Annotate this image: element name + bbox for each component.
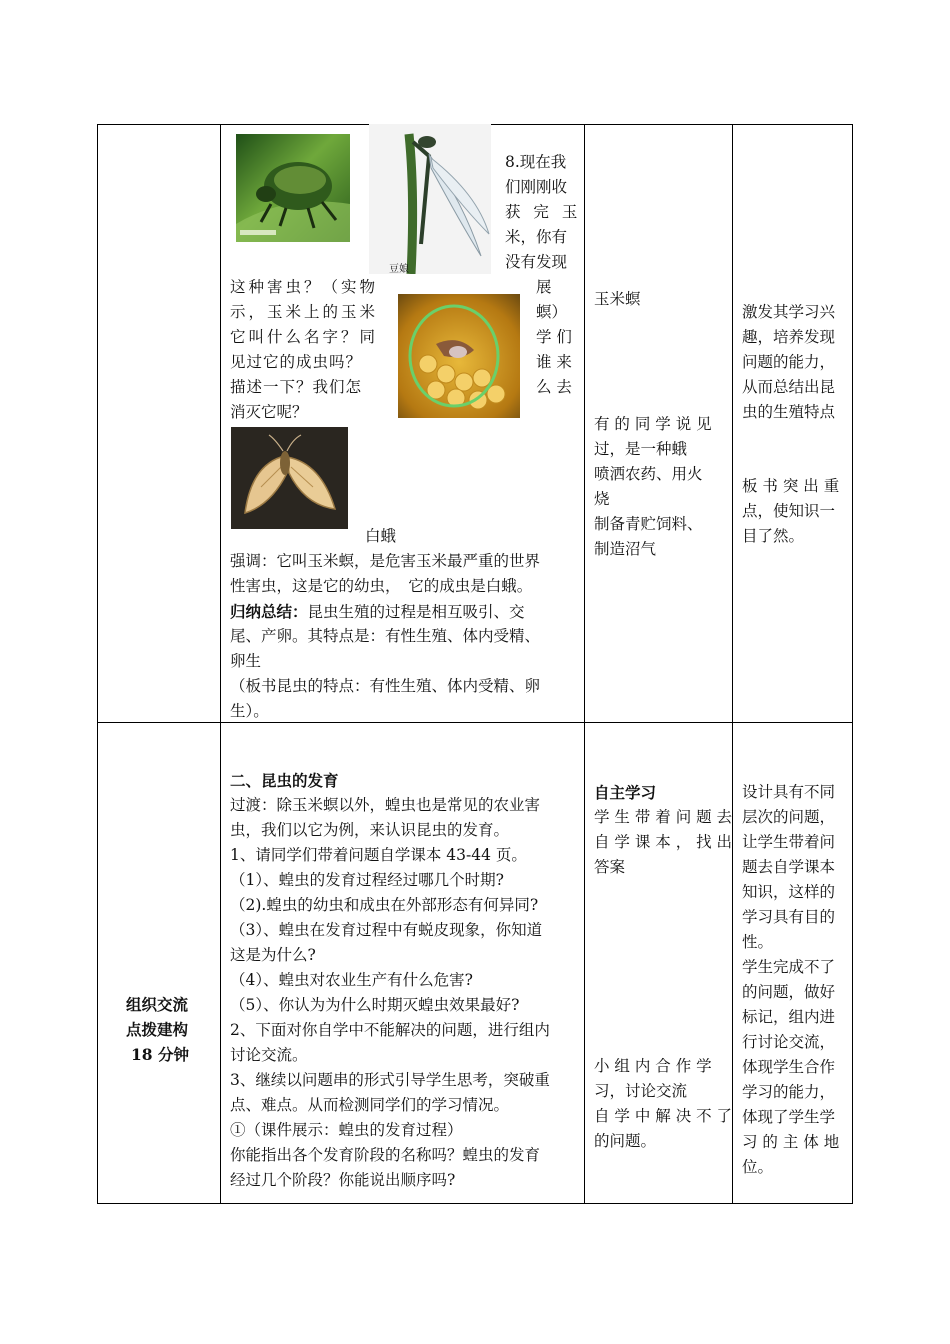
activity-heading: 自主学习: [594, 783, 657, 802]
text-line: 虫的生殖特点: [742, 403, 836, 421]
text-line: （2).蝗虫的幼虫和成虫在外部形态有何异同?: [230, 896, 539, 914]
text-line: 性害虫，这是它的幼虫， 它的成虫是白蛾。: [230, 577, 533, 595]
text-line: ①（课件展示：蝗虫的发育过程）: [230, 1121, 463, 1139]
text-line: 你能指出各个发育阶段的名称吗？蝗虫的发育: [230, 1146, 541, 1164]
text-line: 性。: [742, 933, 774, 951]
beetle-illustration: [236, 134, 350, 242]
text-line: 习 的 主 体 地: [742, 1133, 840, 1151]
text-line: 描述一下？我们怎: [230, 378, 363, 396]
text-line: 体现了学生学: [742, 1108, 836, 1126]
moth-illustration: [231, 427, 348, 529]
text-line: 问题的能力，: [742, 353, 836, 371]
text-line: 8.现在我: [505, 153, 567, 171]
text-line: 目了然。: [742, 527, 805, 545]
text-line: 示，玉米上的玉米: [230, 303, 379, 321]
text-line: 虫，我们以它为例，来认识昆虫的发育。: [230, 821, 510, 839]
text-line: 展: [536, 278, 552, 296]
table-bottom-border: [97, 1203, 853, 1204]
col-line-1: [220, 124, 221, 1204]
text-line: 学习的能力，: [742, 1083, 836, 1101]
col-line-3: [732, 124, 733, 1204]
text-line: （3）、蝗虫在发育过程中有蜕皮现象，你知道: [230, 921, 543, 939]
text-line: （4）、蝗虫对农业生产有什么危害?: [230, 971, 473, 989]
damselfly-illustration: [369, 124, 491, 274]
text-line: （5）、你认为为什么时期灭蝗虫效果最好?: [230, 996, 520, 1014]
text-line: 获 完 玉: [505, 203, 582, 221]
text-line: 标记，组内进: [742, 1008, 836, 1026]
text-line: 见过它的成虫吗？: [230, 353, 363, 371]
text-line: 卵生: [230, 652, 262, 670]
text-line: 点、难点。从而检测同学们的学习情况。: [230, 1096, 510, 1114]
text-line: 自 学 课 本 ， 找 出: [594, 833, 733, 851]
text-line: 这种害虫？（实物: [230, 278, 379, 296]
text-line: 过，是一种蛾: [594, 440, 688, 458]
text-line: 趣，培养发现: [742, 328, 836, 346]
beetle-photo: [236, 134, 350, 242]
text-line: 米，你有: [505, 228, 568, 246]
text-line: 的问题。: [594, 1132, 657, 1150]
text-line: 它叫什么名字？同: [230, 328, 379, 346]
text-line: 烧: [594, 490, 610, 508]
corn-borer-illustration: [398, 294, 520, 418]
stage-title: 组织交流: [126, 995, 189, 1014]
text-line: 有 的 同 学 说 见: [594, 415, 712, 433]
moth-caption: 白蛾: [365, 527, 397, 545]
text-line: 行讨论交流，: [742, 1033, 836, 1051]
text-line: 答案: [594, 858, 626, 876]
summary-label: 归纳总结：: [230, 602, 308, 621]
text-line: 小 组 内 合 作 学: [594, 1057, 712, 1075]
text-line: 点，使知识一: [742, 502, 836, 520]
text-line: 过渡：除玉米螟以外，蝗虫也是常见的农业害: [230, 796, 541, 814]
image-corner-mark: [361, 124, 369, 125]
text-line: 讨论交流。: [230, 1046, 308, 1064]
text-line: 体现学生合作: [742, 1058, 836, 1076]
text-line: 强调：它叫玉米螟，是危害玉米最严重的世界: [230, 552, 541, 570]
text-line: 学 生 带 着 问 题 去: [594, 808, 733, 826]
text-line: 学生完成不了: [742, 958, 836, 976]
section-heading: 二、昆虫的发育: [230, 771, 339, 790]
answer-corn-borer: 玉米螟: [594, 290, 641, 308]
text-line: 设计具有不同: [742, 783, 836, 801]
damselfly-photo: [369, 124, 491, 274]
col-line-right: [852, 124, 853, 1204]
text-line: 螟）: [536, 303, 568, 321]
text-line: 制备青贮饲料、: [594, 515, 703, 533]
text-line: 2、下面对你自学中不能解决的问题，进行组内: [230, 1021, 550, 1039]
text-line: 的问题，做好: [742, 983, 836, 1001]
text-line: 么 去: [536, 378, 572, 396]
text-line: 激发其学习兴: [742, 303, 836, 321]
summary-text: 昆虫生殖的过程是相互吸引、交: [307, 603, 525, 621]
text-line: 这是为什么?: [230, 946, 316, 964]
text-line: 自 学 中 解 决 不 了: [594, 1107, 733, 1125]
text-line: 经过几个阶段？你能说出顺序吗?: [230, 1171, 456, 1189]
corn-borer-photo: [398, 294, 520, 418]
text-line: 消灭它呢？: [230, 403, 308, 421]
text-line: 生）。: [230, 702, 269, 720]
text-line: 习，讨论交流: [594, 1082, 688, 1100]
text-line: 喷洒农药、用火: [594, 465, 703, 483]
summary-line: [230, 599, 525, 625]
stage-title: 点拨建构: [126, 1020, 189, 1039]
text-line: 3、继续以问题串的形式引导学生思考，突破重: [230, 1071, 550, 1089]
row-divider: [97, 722, 853, 723]
text-line: 层次的问题，: [742, 808, 836, 826]
text-line: 位。: [742, 1158, 774, 1176]
text-line: 制造沼气: [594, 540, 657, 558]
col-line-left: [97, 124, 98, 1204]
text-line: 学习具有目的: [742, 908, 836, 926]
stage-duration: 18 分钟: [131, 1045, 189, 1064]
text-line: 学 们: [536, 328, 572, 346]
damselfly-label: 豆娘: [389, 264, 409, 274]
text-line: 让学生带着问: [742, 833, 836, 851]
text-line: 没有发现: [505, 253, 568, 271]
text-line: （1）、蝗虫的发育过程经过哪几个时期?: [230, 871, 504, 889]
text-line: 题去自学课本: [742, 858, 836, 876]
text-line: 们刚刚收: [505, 178, 568, 196]
text-line: 知识，这样的: [742, 883, 836, 901]
text-line: 板 书 突 出 重: [742, 477, 840, 495]
text-line: 谁 来: [536, 353, 572, 371]
text-line: 尾、产卵。其特点是：有性生殖、体内受精、: [230, 627, 541, 645]
col-line-2: [584, 124, 585, 1204]
text-line: （板书昆虫的特点：有性生殖、体内受精、卵: [230, 677, 541, 695]
white-moth-photo: [231, 427, 348, 529]
text-line: 从而总结出昆: [742, 378, 836, 396]
text-line: 1、请同学们带着问题自学课本 43-44 页。: [230, 846, 527, 864]
